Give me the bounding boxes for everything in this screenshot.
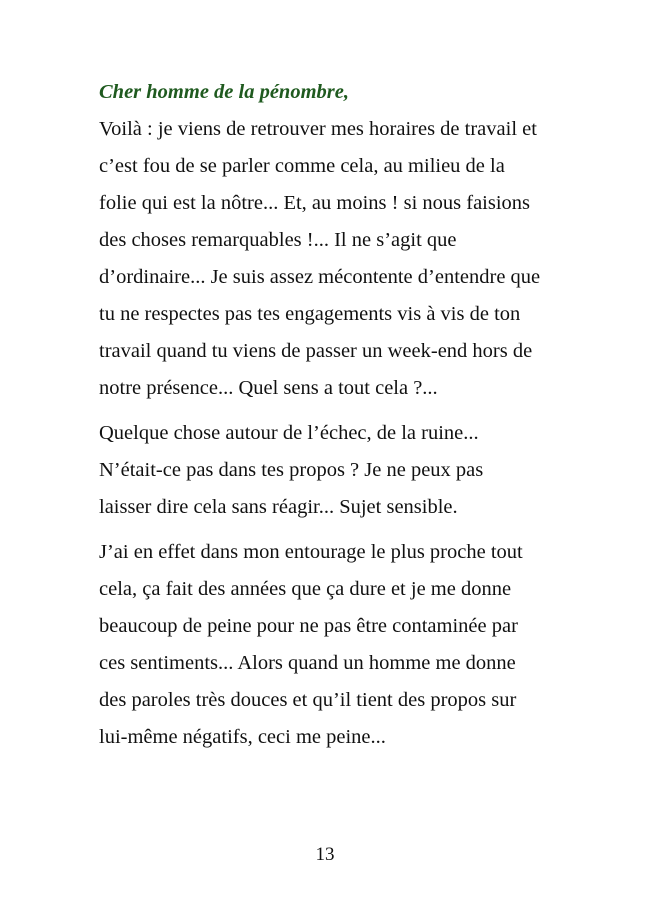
letter-salutation: Cher homme de la pénombre, <box>99 81 349 103</box>
letter-body <box>99 74 579 756</box>
text-line: N’était-ce pas dans tes propos ? Je ne peux pas <box>99 459 484 481</box>
text-line: lui-même négatifs, ceci me peine... <box>99 726 386 748</box>
text-line: travail quand tu viens de passer un week-end hors de <box>99 340 533 362</box>
text-line: ces sentiments... Alors quand un homme me donne <box>99 652 516 674</box>
page-number: 13 <box>315 844 335 865</box>
text-line: tu ne respectes pas tes engagements vis à vis de ton <box>99 303 521 325</box>
paragraph-1 <box>99 111 579 407</box>
text-line: J’ai en effet dans mon entourage le plus proche tout <box>99 541 523 563</box>
text-line: beaucoup de peine pour ne pas être contaminée par <box>99 615 518 637</box>
text-line: cela, ça fait des années que ça dure et je me donne <box>99 578 512 600</box>
text-line: c’est fou de se parler comme cela, au milieu de la <box>99 155 505 177</box>
text-line: notre présence... Quel sens a tout cela ?... <box>99 377 438 399</box>
text-line: laisser dire cela sans réagir... Sujet sensible. <box>99 496 458 518</box>
text-line: Voilà : je viens de retrouver mes horaires de travail et <box>99 118 537 140</box>
text-line: des choses remarquables !... Il ne s’agit que <box>99 229 457 251</box>
text-line: des paroles très douces et qu’il tient des propos sur <box>99 689 517 711</box>
paragraph-2 <box>99 415 579 526</box>
paragraph-3 <box>99 534 579 756</box>
text-line: folie qui est la nôtre... Et, au moins ! si nous faisions <box>99 192 531 214</box>
text-line: Quelque chose autour de l’échec, de la ruine... <box>99 422 479 444</box>
text-line: d’ordinaire... Je suis assez mécontente d’entendre que <box>99 266 541 288</box>
